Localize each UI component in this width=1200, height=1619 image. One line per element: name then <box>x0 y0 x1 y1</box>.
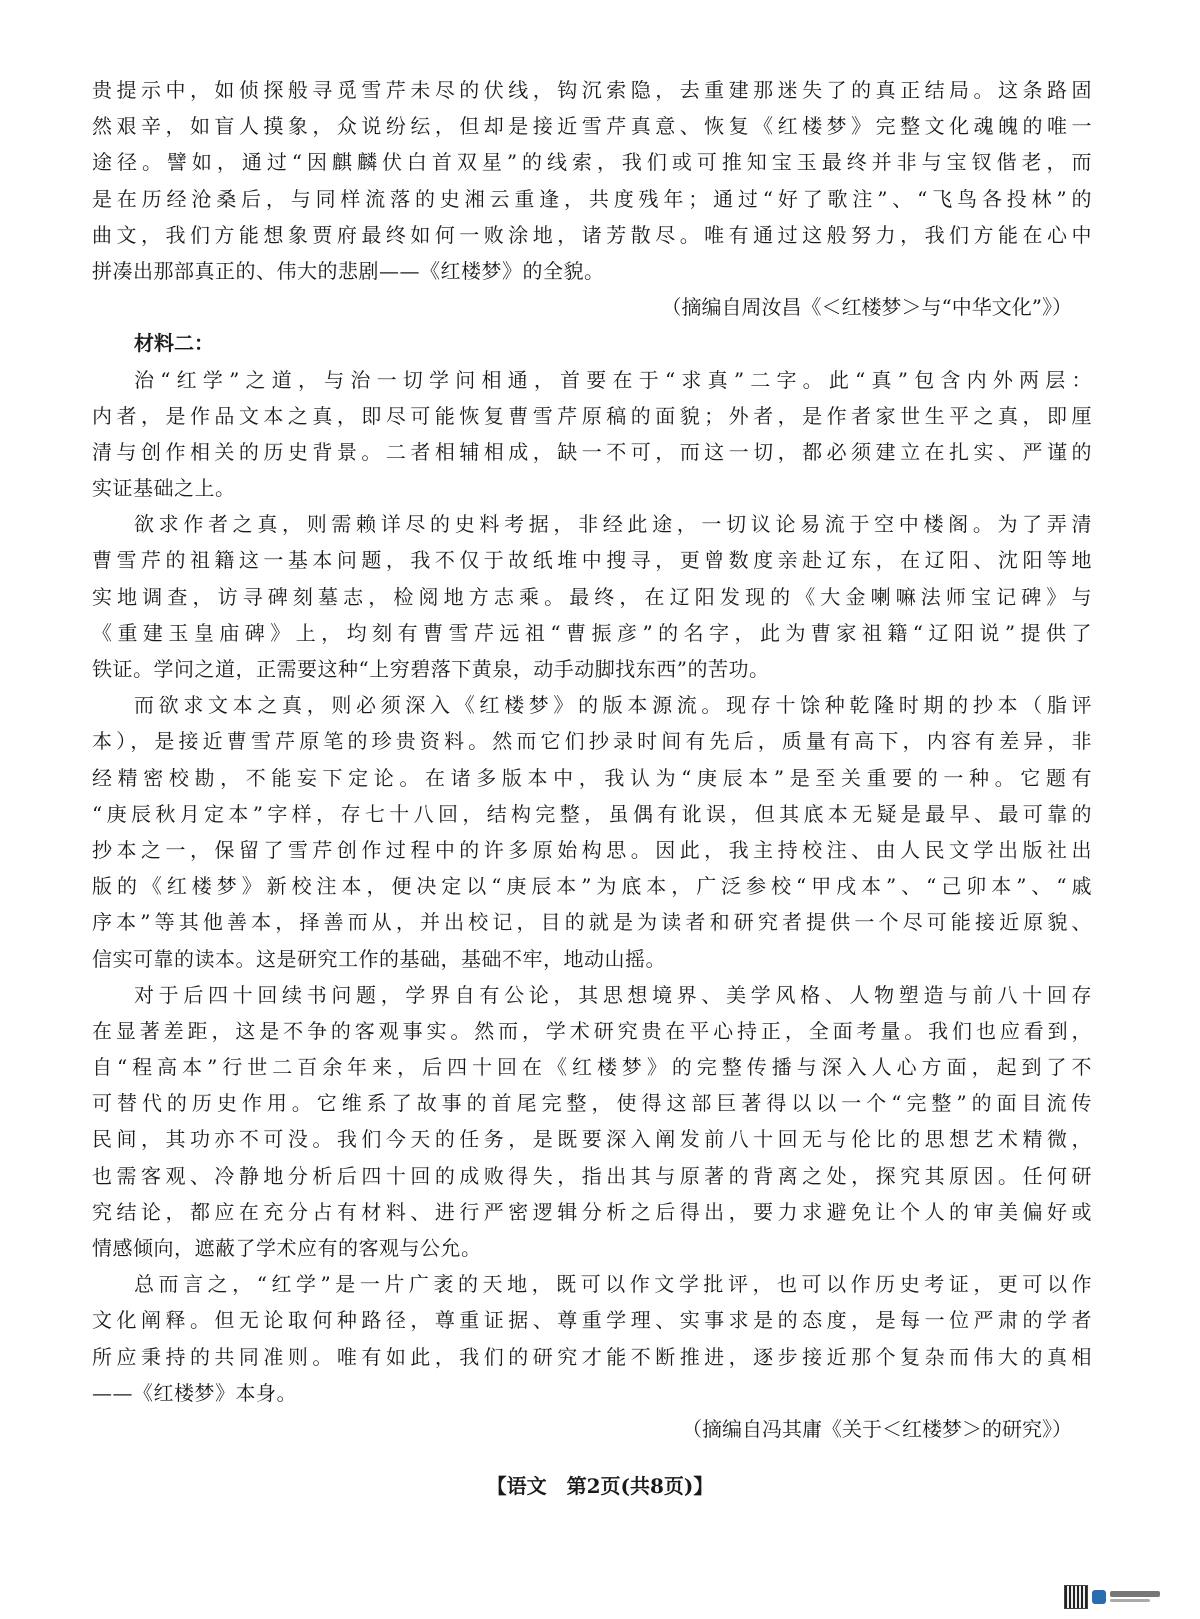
text-line: 抄本之一，保留了雪芹创作过程中的许多原始构思。因此，我主持校注、由人民文学出版社出 <box>92 837 1092 862</box>
paragraph-5 <box>92 1266 1092 1411</box>
text-line: ——《红楼梦》本身。 <box>92 1380 297 1405</box>
text-line: 经精密校勘，不能妄下定论。在诸多版本中，我认为“庚辰本”是至关重要的一种。它题有 <box>92 765 1092 790</box>
source-citation-1: （摘编自周汝昌《＜红楼梦＞与“中华文化”》） <box>661 295 1072 320</box>
text-line: 序本”等其他善本，择善而从，并出校记，目的就是为读者和研究者提供一个尽可能接近原貌、 <box>92 910 1092 935</box>
paragraph-continued <box>92 72 1092 289</box>
text-line: 拼凑出那部真正的、伟大的悲剧——《红楼梦》的全貌。 <box>92 258 605 283</box>
watermark <box>1064 1585 1166 1609</box>
paragraph-1 <box>92 362 1092 507</box>
publisher-logo <box>1092 1588 1166 1606</box>
text-line: 本），是接近曹雪芹原笔的珍贵资料。然而它们抄录时间有先后，质量有高下，内容有差异，非 <box>92 729 1092 754</box>
text-line: 民间，其功亦不可没。我们今天的任务，是既要深入阐发前八十回无与伦比的思想艺术精微， <box>92 1127 1092 1152</box>
text-line: 实证基础之上。 <box>92 476 236 501</box>
text-line: 而欲求文本之真，则必须深入《红楼梦》的版本源流。现存十馀种乾隆时期的抄本（脂评 <box>134 693 1092 718</box>
text-line: 情感倾向，遮蔽了学术应有的客观与公允。 <box>92 1236 482 1260</box>
text-line: 总而言之，“红学”是一片广袤的天地，既可以作文学批评，也可以作历史考证，更可以作 <box>134 1272 1092 1297</box>
text-line: 究结论，都应在充分占有材料、进行严密逻辑分析之后得出，要力求避免让个人的审美偏好或 <box>92 1199 1092 1224</box>
text-line: 《重建玉皇庙碑》上，均刻有曹雪芹远祖“曹振彦”的名字，此为曹家祖籍“辽阳说”提供了 <box>92 620 1092 645</box>
text-line: 曲文，我们方能想象贾府最终如何一败涂地，诸芳散尽。唯有通过这般努力，我们方能在心中 <box>92 222 1092 247</box>
paragraph-3 <box>92 687 1092 977</box>
text-line: 清与创作相关的历史背景。二者相辅相成，缺一不可，而这一切，都必须建立在扎实、严谨的 <box>92 439 1092 464</box>
text-line: 治“红学”之道，与治一切学问相通，首要在于“求真”二字。此“真”包含内外两层： <box>134 367 1092 392</box>
text-line: 所应秉持的共同准则。唯有如此，我们的研究才能不断推进，逐步接近那个复杂而伟大的真相 <box>92 1344 1092 1369</box>
source-citation-2: （摘编自冯其庸《关于＜红楼梦＞的研究》） <box>682 1416 1072 1441</box>
text-line: 曹雪芹的祖籍这一基本问题，我不仅于故纸堆中搜寻，更曾数度亲赴辽东，在辽阳、沈阳等地 <box>92 548 1092 573</box>
text-line: 内者，是作品文本之真，即尽可能恢复曹雪芹原稿的面貌；外者，是作者家世生平之真，即厘 <box>92 403 1092 428</box>
text-line: 铁证。学问之道，正需要这种“上穷碧落下黄泉，动手动脚找东西”的苦功。 <box>92 657 770 681</box>
section-heading-material-2: 材料二： <box>134 331 214 356</box>
text-line: 文化阐释。但无论取何种路径，尊重证据、尊重学理、实事求是的态度，是每一位严肃的学者 <box>92 1308 1092 1333</box>
text-line: 自“程高本”行世二百余年来，后四十回在《红楼梦》的完整传播与深入人心方面，起到了不 <box>92 1055 1092 1080</box>
text-line: 是在历经沧桑后，与同样流落的史湘云重逢，共度残年；通过“好了歌注”、“飞鸟各投林”的 <box>92 186 1092 211</box>
qr-code-icon <box>1064 1585 1088 1609</box>
text-line: 然艰辛，如盲人摸象，众说纷纭，但却是接近雪芹真意、恢复《红楼梦》完整文化魂魄的唯一 <box>92 114 1092 139</box>
text-line: 在显著差距，这是不争的客观事实。然而，学术研究贵在平心持正，全面考量。我们也应看到， <box>92 1018 1092 1043</box>
text-line: 贵提示中，如侦探般寻觅雪芹未尽的伏线，钩沉索隐，去重建那迷失了的真正结局。这条路固 <box>92 78 1092 102</box>
text-line: 欲求作者之真，则需赖详尽的史料考据，非经此途，一切议论易流于空中楼阁。为了弄清 <box>134 512 1092 537</box>
document-page <box>92 72 1092 1447</box>
text-line: 可替代的历史作用。它维系了故事的首尾完整，使得这部巨著得以以一个“完整”的面目流传 <box>92 1091 1092 1116</box>
page-footer: 【语文 第2页(共8页)】 <box>486 1474 714 1498</box>
text-line: “庚辰秋月定本”字样，存七十八回，结构完整，虽偶有讹误，但其底本无疑是最早、最可靠的 <box>92 801 1092 826</box>
text-line: 版的《红楼梦》新校注本，便决定以“庚辰本”为底本，广泛参校“甲戌本”、“己卯本”、“戚 <box>92 874 1092 899</box>
text-line: 实地调查，访寻碑刻墓志，检阅地方志乘。最终，在辽阳发现的《大金喇嘛法师宝记碑》与 <box>92 584 1092 609</box>
text-line: 对于后四十回续书问题，学界自有公论，其思想境界、美学风格、人物塑造与前八十回存 <box>134 982 1092 1007</box>
paragraph-2 <box>92 506 1092 687</box>
paragraph-4 <box>92 977 1092 1267</box>
text-line: 信实可靠的读本。这是研究工作的基础，基础不牢，地动山摇。 <box>92 946 666 971</box>
text-line: 也需客观、冷静地分析后四十回的成败得失，指出其与原著的背离之处，探究其原因。任何研 <box>92 1163 1092 1188</box>
text-line: 途径。譬如，通过“因麒麟伏白首双星”的线索，我们或可推知宝玉最终并非与宝钗偕老，而 <box>92 150 1092 175</box>
